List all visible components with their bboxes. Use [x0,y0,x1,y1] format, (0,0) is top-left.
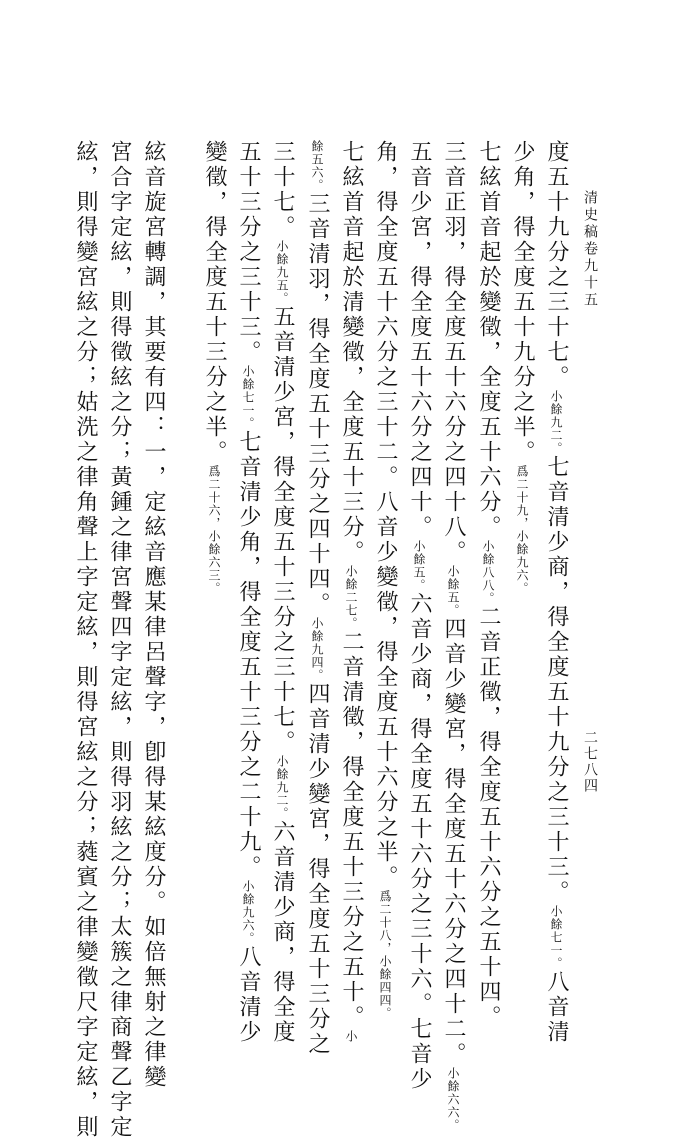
text-segment: 七音清少商，得全度五十九分之三十三。 [544,455,569,905]
running-title: 清史稿卷九十五 [582,190,598,309]
text-segment: 五十三分之三十三。 [236,140,261,365]
inline-annotation: 小餘七一。 [241,365,255,430]
text-segment: 七音清少角，得全度五十三分之二十九。 [236,430,261,880]
text-segment: 七絃首音起於變徵，全度五十六分。 [476,140,501,540]
inline-annotation: 小餘五。 [446,565,460,617]
text-column [545,140,567,1045]
inline-annotation: 小餘五。 [412,540,426,592]
text-segment: 七絃首音起於清變徵，全度五十三分。 [339,140,364,565]
inline-annotation: 爲二十九，小餘九六。 [515,465,529,595]
text-segment: 六音清少商，得全度 [270,820,295,1045]
text-column [74,140,96,1140]
text-column [442,140,464,1132]
text-segment: 三十七。 [270,140,295,240]
text-column [477,140,499,1030]
text-segment: 少角，得全度五十九分之半。 [510,140,535,465]
text-segment: 七音少 [407,1017,432,1092]
text-column [306,140,328,1057]
page-number: 二七八四 [582,730,598,794]
text-column [340,140,362,1043]
inline-annotation: 小餘七一。 [549,905,563,970]
inline-annotation: 小餘八八。 [481,540,495,605]
text-column [511,140,533,595]
text-segment: 角，得全度五十六分之三十二。 [373,140,398,490]
inline-annotation: 小餘六六。 [446,1067,460,1132]
text-column [271,140,293,1045]
text-segment: 五音清少宮，得全度五十三分之三十七。 [270,305,295,755]
inline-annotation: 小餘二七。 [344,565,358,630]
text-column [408,140,430,1092]
text-segment: 四音清少變宮，得全度五十三分之 [305,682,330,1057]
text-column [237,140,259,1045]
inline-annotation: 小餘九六。 [241,880,255,945]
text-segment: 度五十九分之三十七。 [544,140,569,390]
text-segment: 八音清 [544,970,569,1045]
text-segment: 二音清徵，得全度五十三分之五十。 [339,630,364,1030]
text-segment: 八音清少 [236,945,261,1045]
text-segment: 絃音旋宮轉調，其要有四：一，定絃音應某律呂聲字，卽得某絃度分。 [141,140,166,915]
text-segment: 三音清羽，得全度五十三分之四十四。 [305,192,330,617]
inline-annotation: 小餘九二。 [275,755,289,820]
text-column [203,140,225,595]
inline-annotation: 小餘九二。 [549,390,563,455]
inline-annotation: 小餘九五。 [275,240,289,305]
text-segment: 絃，則得變宮絃之分；姑洗之律角聲上字定絃，則得宮絃之分；蕤賓之律變徵尺字定絃，則 [73,140,98,1140]
text-segment: 六音少商，得全度五十六分之三十六。 [407,592,432,1017]
inline-annotation: 爲二十六，小餘六三。 [207,465,221,595]
text-segment: 宮合字定絃，則得徵絃之分；黃鍾之律宮聲四字定絃，則得羽絃之分；太簇之律商聲乙字定 [107,140,132,1140]
inline-annotation: 餘五六。 [310,140,324,192]
text-segment: 二音正徵，得全度五十六分之五十四。 [476,605,501,1030]
inline-annotation: 小餘九四。 [310,617,324,682]
text-segment: 五音少宮，得全度五十六分之四十。 [407,140,432,540]
text-segment: 四音少變宮，得全度五十六分之四十二。 [441,617,466,1067]
text-column [374,140,396,1020]
text-column [142,140,164,1090]
text-column [108,140,130,1140]
inline-annotation: 爲二十八，小餘四四。 [378,890,392,1020]
text-segment: 變徵，得全度五十三分之半。 [202,140,227,465]
text-segment: 三音正羽，得全度五十六分之四十八。 [441,140,466,565]
text-segment: 如倍無射之律變 [141,915,166,1090]
inline-annotation: 小 [344,1030,358,1043]
text-segment: 八音少變徵，得全度五十六分之半。 [373,490,398,890]
